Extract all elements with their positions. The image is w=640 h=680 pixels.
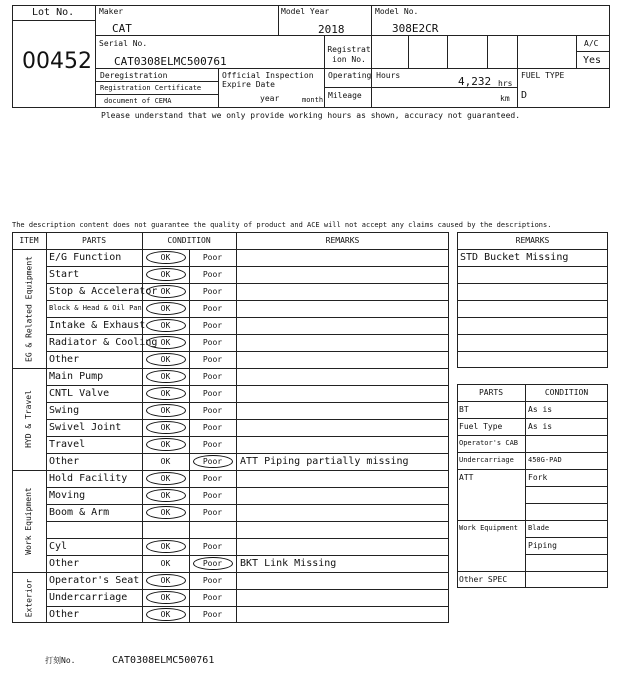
part-swivel-joint: Swivel Joint: [49, 422, 122, 433]
poor-option: Poor: [202, 304, 223, 313]
cema-label: document of CEMA: [104, 97, 172, 105]
ok-option: OK: [160, 355, 171, 364]
spec-condition-fork: Fork: [528, 473, 548, 482]
part-block-head-oil-pan: Block & Head & Oil Pan: [49, 304, 142, 312]
group-label-work-equipment: Work Equipment: [24, 487, 33, 555]
disclaimer: The description content does not guarantee the quality of product and ACE will not accept any claims caused by the descriptions.: [12, 221, 552, 229]
spec-part-operator-s-cab: Operator's CAB: [459, 439, 519, 447]
spec-part-work-equipment: Work Equipment: [459, 524, 519, 532]
part-intake-exhaust: Intake & Exhaust: [49, 320, 146, 331]
ac-value: Yes: [583, 55, 602, 66]
condition-circle-ok: [146, 251, 186, 264]
ok-option: OK: [160, 321, 171, 330]
model-no-value: 308E2CR: [392, 22, 439, 35]
hrs-unit: hrs: [498, 79, 513, 88]
part-cyl: Cyl: [49, 541, 68, 552]
poor-option: Poor: [202, 474, 223, 483]
condition-circle-ok: [146, 319, 186, 332]
maker-label: Maker: [99, 7, 124, 16]
model-year-label: Model Year: [281, 7, 330, 16]
condition-circle-poor: [193, 455, 233, 468]
header-condition: CONDITION: [167, 236, 211, 245]
part-cntl-valve: CNTL Valve: [49, 388, 110, 399]
poor-option: Poor: [202, 508, 223, 517]
ok-option: OK: [160, 491, 171, 500]
stamp-label: 打刻No.: [45, 656, 76, 665]
ok-option: OK: [160, 389, 171, 398]
ok-option: OK: [160, 406, 171, 415]
ok-option: OK: [160, 457, 171, 466]
km-unit: km: [500, 94, 510, 103]
condition-circle-ok: [146, 302, 186, 315]
part-e-g-function: E/G Function: [49, 252, 122, 263]
part-travel: Travel: [49, 439, 86, 450]
inspection-label: Official Inspection Expire Date: [222, 71, 314, 89]
part-radiator-cooling: Radiator & Cooling: [49, 337, 158, 348]
remark-text: BKT Link Missing: [240, 558, 337, 569]
part-stop-accelerator: Stop & Accelerator: [49, 286, 158, 297]
spec-condition-as-is: As is: [528, 405, 553, 414]
month-label: month: [302, 96, 324, 104]
ok-option: OK: [160, 559, 171, 568]
reg-cert-label: Registration Certificate: [100, 84, 202, 92]
part-moving: Moving: [49, 490, 86, 501]
group-label-hyd-travel: HYD & Travel: [24, 390, 33, 448]
ok-option: OK: [160, 423, 171, 432]
dereg-label: Deregistration: [100, 71, 168, 80]
ok-option: OK: [160, 372, 171, 381]
ok-option: OK: [160, 270, 171, 279]
poor-option: Poor: [202, 372, 223, 381]
ok-option: OK: [160, 304, 171, 313]
part-other: Other: [49, 558, 80, 569]
spec-part-other-spec: Other SPEC: [459, 575, 508, 584]
ok-option: OK: [160, 508, 171, 517]
part-hold-facility: Hold Facility: [49, 473, 128, 484]
spec-condition-450g-pad: 450G-PAD: [528, 456, 562, 464]
ok-option: OK: [160, 542, 171, 551]
remarks-header: REMARKS: [515, 236, 550, 245]
ac-label: A/C: [584, 39, 599, 48]
ok-option: OK: [160, 576, 171, 585]
spec-part-fuel-type: Fuel Type: [459, 422, 503, 431]
condition-circle-ok: [146, 608, 186, 621]
poor-option: Poor: [202, 389, 223, 398]
condition-circle-ok: [146, 404, 186, 417]
part-swing: Swing: [49, 405, 80, 416]
stamp-value: CAT0308ELMC500761: [112, 655, 215, 666]
header-remarks: REMARKS: [325, 236, 360, 245]
poor-option: Poor: [202, 287, 223, 296]
poor-option: Poor: [202, 321, 223, 330]
condition-circle-ok: [146, 387, 186, 400]
ok-option: OK: [160, 474, 171, 483]
lot-number: 00452: [22, 49, 92, 74]
group-label-eg-related-equipment: EG & Related Equipment: [24, 255, 33, 362]
hours-value: 4,232: [458, 75, 492, 88]
spec-condition-blade: Blade: [528, 524, 550, 532]
condition-circle-ok: [146, 285, 186, 298]
ok-option: OK: [160, 338, 171, 347]
spec-part-bt: BT: [459, 405, 469, 414]
part-other: Other: [49, 354, 80, 365]
spec-part-undercarriage: Undercarriage: [459, 456, 514, 464]
header-item: ITEM: [19, 236, 39, 245]
poor-option: Poor: [202, 423, 223, 432]
condition-circle-ok: [146, 438, 186, 451]
part-operator-s-seat: Operator's Seat: [49, 575, 140, 586]
condition-circle-ok: [146, 472, 186, 485]
header-parts: PARTS: [81, 236, 107, 245]
condition-circle-ok: [146, 506, 186, 519]
poor-option: Poor: [202, 576, 223, 585]
mileage-label: Mileage: [328, 91, 362, 100]
accuracy-notice: Please understand that we only provide working hours as shown, accuracy not guaranteed.: [101, 111, 521, 120]
maker-value: CAT: [112, 22, 132, 35]
part-boom-arm: Boom & Arm: [49, 507, 110, 518]
condition-circle-ok: [146, 353, 186, 366]
spec-condition-as-is: As is: [528, 422, 553, 431]
part-other: Other: [49, 456, 80, 467]
remark-line: STD Bucket Missing: [460, 252, 569, 263]
lot-label: Lot No.: [32, 7, 75, 18]
spec-part-att: ATT: [459, 473, 474, 482]
model-year-value: 2018: [318, 23, 345, 36]
group-label-exterior: Exterior: [24, 578, 33, 617]
condition-circle-ok: [146, 268, 186, 281]
poor-option: Poor: [202, 542, 223, 551]
ok-option: OK: [160, 440, 171, 449]
part-main-pump: Main Pump: [49, 371, 104, 382]
ok-option: OK: [160, 253, 171, 262]
condition-circle-ok: [146, 540, 186, 553]
part-start: Start: [49, 269, 80, 280]
fuel-value: D: [521, 90, 528, 101]
poor-option: Poor: [202, 440, 223, 449]
poor-option: Poor: [202, 593, 223, 602]
part-other: Other: [49, 609, 80, 620]
poor-option: Poor: [202, 355, 223, 364]
hours-label: Operating Hours: [328, 71, 401, 80]
ok-option: OK: [160, 610, 171, 619]
poor-option: Poor: [202, 559, 223, 568]
registration-label: Registration No.: [327, 45, 371, 64]
condition-circle-poor: [193, 557, 233, 570]
condition-circle-ok: [146, 489, 186, 502]
spec-condition-piping: Piping: [528, 541, 557, 550]
poor-option: Poor: [202, 610, 223, 619]
condition-circle-ok: [146, 370, 186, 383]
part-undercarriage: Undercarriage: [49, 592, 128, 603]
fuel-label: FUEL TYPE: [521, 71, 565, 80]
ok-option: OK: [160, 287, 171, 296]
condition-circle-ok: [146, 421, 186, 434]
model-no-label: Model No.: [375, 7, 419, 16]
spec-header-condition: CONDITION: [544, 388, 589, 397]
poor-option: Poor: [202, 338, 223, 347]
condition-circle-ok: [146, 574, 186, 587]
poor-option: Poor: [202, 270, 223, 279]
remark-text: ATT Piping partially missing: [240, 456, 409, 467]
ok-option: OK: [160, 593, 171, 602]
poor-option: Poor: [202, 253, 223, 262]
poor-option: Poor: [202, 491, 223, 500]
spec-header-parts: PARTS: [478, 388, 504, 397]
serial-value: CAT0308ELMC500761: [114, 55, 227, 68]
year-label: year: [260, 94, 280, 103]
condition-circle-ok: [146, 591, 186, 604]
condition-circle-ok: [146, 336, 186, 349]
poor-option: Poor: [202, 457, 223, 466]
poor-option: Poor: [202, 406, 223, 415]
serial-label: Serial No.: [99, 39, 148, 48]
